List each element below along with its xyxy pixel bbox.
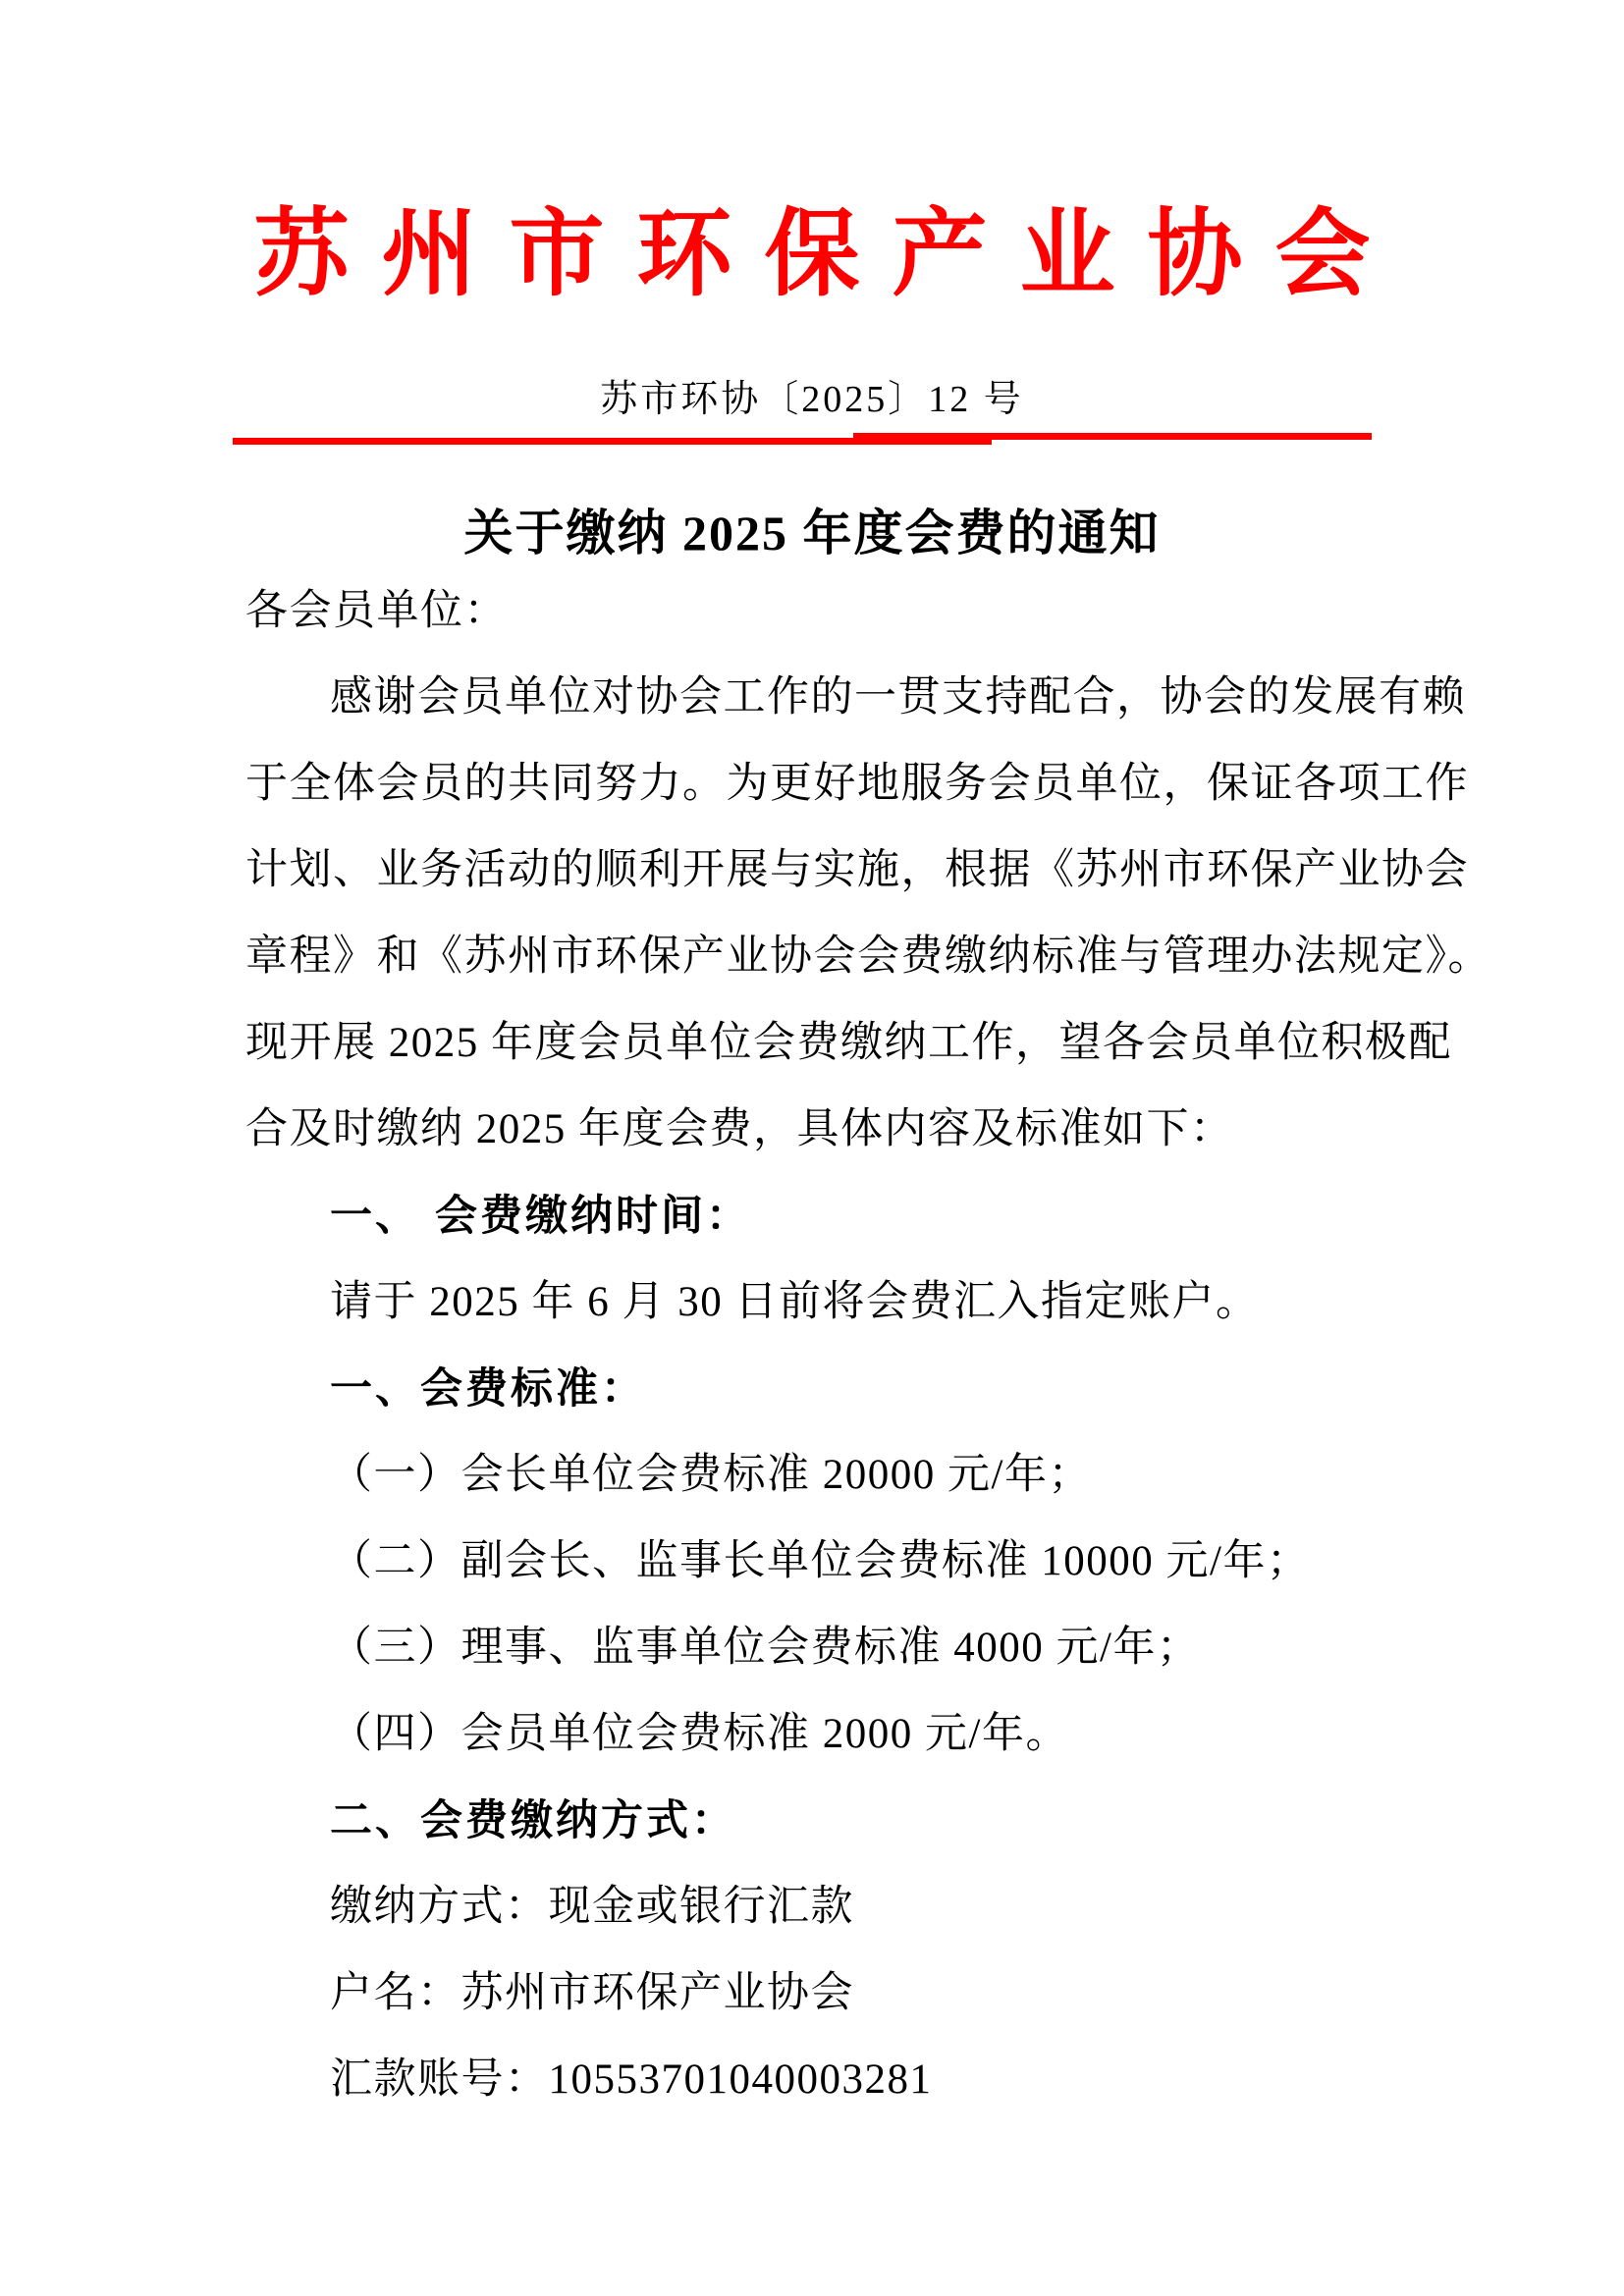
organization-title: 苏州市环保产业协会 — [253, 202, 1403, 307]
notice-title: 关于缴纳 2025 年度会费的通知 — [463, 506, 1161, 561]
document-number: 苏市环协〔2025〕12 号 — [600, 379, 1024, 420]
body-line: 请于 2025 年 6 月 30 日前将会费汇入指定账户。 — [330, 1279, 1260, 1325]
body-line: （一）会长单位会费标准 20000 元/年； — [330, 1452, 1092, 1498]
header-divider-line-right — [853, 433, 1372, 440]
section-heading: 一、 会费缴纳时间： — [330, 1193, 751, 1240]
section-heading: 二、会费缴纳方式： — [330, 1797, 736, 1844]
body-line: 缴纳方式：现金或银行汇款 — [330, 1884, 854, 1930]
body-line: 汇款账号：10553701040003281 — [330, 2056, 933, 2103]
body-line: 于全体会员的共同努力。为更好地服务会员单位，保证各项工作 — [245, 761, 1469, 807]
body-line: 计划、业务活动的顺利开展与实施，根据《苏州市环保产业协会 — [245, 847, 1469, 893]
body-line: （三）理事、监事单位会费标准 4000 元/年； — [330, 1625, 1201, 1671]
body-line: 户名：苏州市环保产业协会 — [330, 1970, 854, 2016]
body-line: 感谢会员单位对协会工作的一贯支持配合，协会的发展有赖 — [330, 674, 1466, 721]
body-line: 合及时缴纳 2025 年度会费，具体内容及标准如下： — [245, 1106, 1234, 1152]
body-line: 各会员单位： — [245, 588, 508, 634]
body-line: 现开展 2025 年度会员单位会费缴纳工作，望各会员单位积极配 — [245, 1020, 1452, 1066]
body-line: 章程》和《苏州市环保产业协会会费缴纳标准与管理办法规定》。 — [245, 934, 1491, 980]
document-body — [245, 585, 1491, 2140]
body-line: （四）会员单位会费标准 2000 元/年。 — [330, 1711, 1069, 1757]
body-line: （二）副会长、监事长单位会费标准 10000 元/年； — [330, 1538, 1311, 1584]
section-heading: 一、会费标准： — [330, 1365, 646, 1413]
